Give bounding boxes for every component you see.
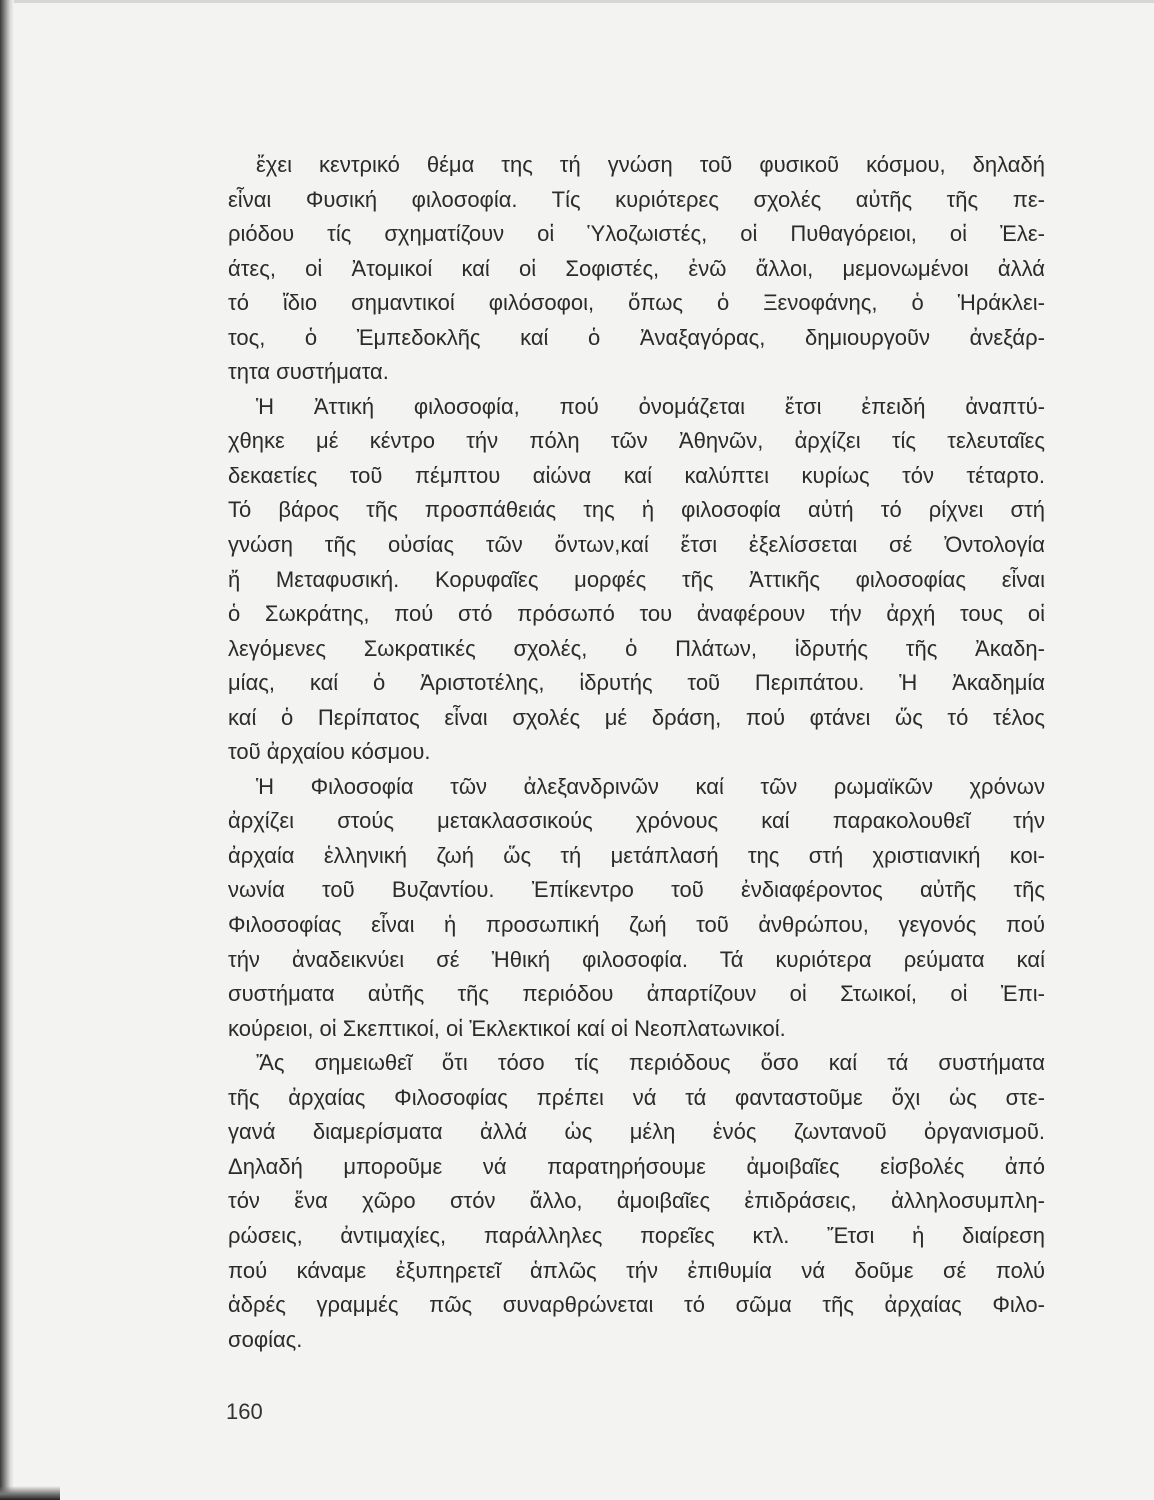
text-line: ἤ Μεταφυσική. Κορυφαῖες μορφές τῆς Ἀττικῆς φιλοσοφίας εἶναι	[228, 566, 1045, 592]
text-line: συστήματα αὐτῆς τῆς περιόδου ἀπαρτίζουν οἱ Στωικοί, οἱ Ἐπι-	[228, 981, 1045, 1007]
text-line: τῆς ἀρχαίας Φιλοσοφίας πρέπει νά τά φανταστοῦμε ὄχι ὡς στε-	[228, 1084, 1045, 1110]
text-line: ἀρχαία ἑλληνική ζωή ὥς τή μετάπλασή της στή χριστιανική κοι-	[228, 842, 1045, 868]
body-text	[228, 148, 1045, 1357]
text-line: πού κάναμε ἐξυπηρετεῖ ἁπλῶς τήν ἐπιθυμία νά δοῦμε σέ πολύ	[228, 1257, 1045, 1283]
page-top-edge	[0, 0, 1154, 3]
text-line: κούρειοι, οἱ Σκεπτικοί, οἱ Ἐκλεκτικοί καί οἱ Νεοπλατωνικοί.	[228, 1015, 786, 1041]
paragraph	[228, 148, 1045, 390]
text-line: γανά διαμερίσματα ἀλλά ὡς μέλη ἑνός ζωντανοῦ ὀργανισμοῦ.	[228, 1119, 1045, 1145]
text-line: ριόδου τίς σχηματίζουν οἱ Ὑλοζωιστές, οἱ Πυθαγόρειοι, οἱ Ἐλε-	[228, 221, 1045, 247]
text-line: ὁ Σωκράτης, πού στό πρόσωπό του ἀναφέρουν τήν ἀρχή τους οἱ	[228, 601, 1045, 627]
page-corner-shadow	[0, 1486, 60, 1500]
text-line: χθηκε μέ κέντρο τήν πόλη τῶν Ἀθηνῶν, ἀρχίζει τίς τελευταῖες	[228, 428, 1045, 454]
paragraph	[228, 1046, 1045, 1357]
text-line: εἶναι Φυσική φιλοσοφία. Τίς κυριότερες σχολές αὐτῆς τῆς πε-	[228, 186, 1045, 212]
text-line: Δηλαδή μποροῦμε νά παρατηρήσουμε ἀμοιβαῖες εἰσβολές ἀπό	[228, 1153, 1045, 1179]
text-line: Ἄς σημειωθεῖ ὅτι τόσο τίς περιόδους ὅσο καί τά συστήματα	[256, 1050, 1045, 1076]
text-line: Φιλοσοφίας εἶναι ἡ προσωπική ζωή τοῦ ἀνθρώπου, γεγονός πού	[228, 912, 1045, 938]
text-line: καί ὁ Περίπατος εἶναι σχολές μέ δράση, πού φτάνει ὥς τό τέλος	[228, 704, 1045, 730]
text-line: νωνία τοῦ Βυζαντίου. Ἐπίκεντρο τοῦ ἐνδιαφέροντος αὐτῆς τῆς	[228, 877, 1045, 903]
text-line: ρώσεις, ἀντιμαχίες, παράλληλες πορεῖες κτλ. Ἔτσι ἡ διαίρεση	[228, 1222, 1045, 1248]
text-line: ἀρχίζει στούς μετακλασσικούς χρόνους καί παρακολουθεῖ τήν	[228, 808, 1045, 834]
text-line: τήν ἀναδεικνύει σέ Ἠθική φιλοσοφία. Τά κυριότερα ρεύματα καί	[228, 946, 1045, 972]
text-line: Ἡ Φιλοσοφία τῶν ἀλεξανδρινῶν καί τῶν ρωμαϊκῶν χρόνων	[256, 773, 1045, 799]
paragraph	[228, 770, 1045, 1046]
text-line: μίας, καί ὁ Ἀριστοτέλης, ἱδρυτής τοῦ Περιπάτου. Ἡ Ἀκαδημία	[228, 670, 1045, 696]
text-line: ἁδρές γραμμές πῶς συναρθρώνεται τό σῶμα τῆς ἀρχαίας Φιλο-	[228, 1292, 1045, 1318]
text-line: τος, ὁ Ἐμπεδοκλῆς καί ὁ Ἀναξαγόρας, δημιουργοῦν ἀνεξάρ-	[228, 324, 1045, 350]
text-line: γνώση τῆς οὐσίας τῶν ὄντων,καί ἔτσι ἐξελίσσεται σέ Ὀντολογία	[228, 532, 1045, 558]
text-line: τητα συστήματα.	[228, 359, 389, 385]
text-line: Ἡ Ἀττική φιλοσοφία, πού ὀνομάζεται ἔτσι ἐπειδή ἀναπτύ-	[256, 393, 1045, 419]
text-line: τοῦ ἀρχαίου κόσμου.	[228, 739, 431, 765]
text-line: άτες, οἱ Ἀτομικοί καί οἱ Σοφιστές, ἐνῶ ἄλλοι, μεμονωμένοι ἀλλά	[228, 255, 1045, 281]
paragraph	[228, 390, 1045, 770]
text-line: ἔχει κεντρικό θέμα της τή γνώση τοῦ φυσικοῦ κόσμου, δηλαδή	[256, 152, 1045, 177]
text-line: σοφίας.	[228, 1326, 303, 1352]
text-line: δεκαετίες τοῦ πέμπτου αἰώνα καί καλύπτει κυρίως τόν τέταρτο.	[228, 462, 1045, 488]
page-number: 160	[226, 1399, 263, 1424]
text-line: τόν ἕνα χῶρο στόν ἄλλο, ἀμοιβαῖες ἐπιδράσεις, ἀλληλοσυμπλη-	[228, 1188, 1045, 1214]
text-line: Τό βάρος τῆς προσπάθειάς της ἡ φιλοσοφία αὐτή τό ρίχνει στή	[228, 497, 1045, 523]
text-line: λεγόμενες Σωκρατικές σχολές, ὁ Πλάτων, ἱδρυτής τῆς Ἀκαδη-	[228, 635, 1045, 661]
text-line: τό ἴδιο σημαντικοί φιλόσοφοι, ὅπως ὁ Ξενοφάνης, ὁ Ἡράκλει-	[228, 290, 1045, 316]
book-binding-edge	[0, 0, 14, 1500]
